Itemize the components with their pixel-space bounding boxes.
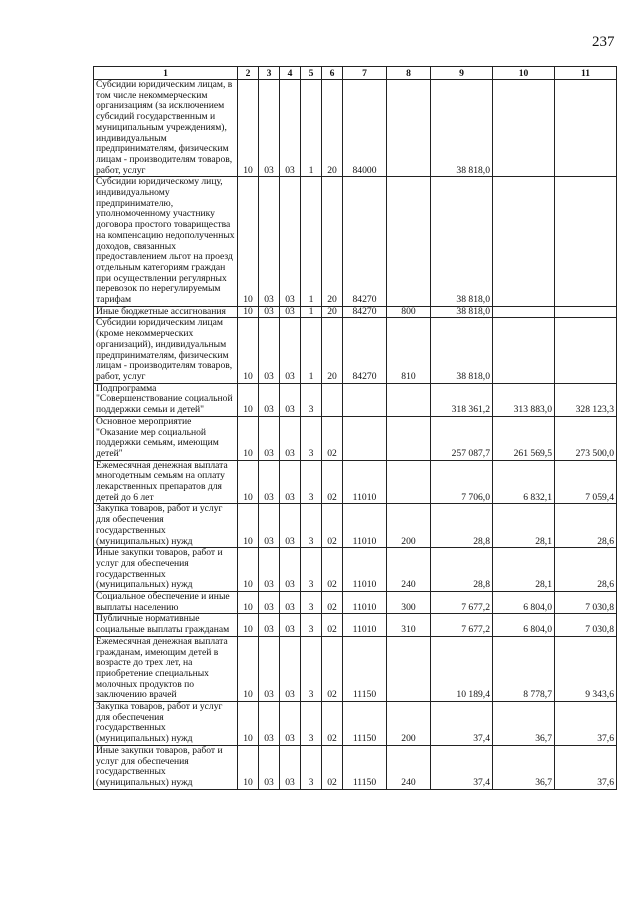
row-name-cell: Ежемесячная денежная выплата гражданам, имеющим детей в возрасте до трех лет, на приобретение специальных молочных продуктов по заключению врачей xyxy=(94,636,238,701)
code-cell: 10 xyxy=(238,306,259,318)
amount-cell: 261 569,5 xyxy=(493,416,555,460)
amount-cell: 38 818,0 xyxy=(431,306,493,318)
header-cell: 10 xyxy=(493,67,555,80)
code-cell: 03 xyxy=(259,592,280,614)
code-cell: 1 xyxy=(301,80,322,177)
amount-cell: 37,6 xyxy=(555,702,617,746)
code-cell: 02 xyxy=(322,745,343,789)
amount-cell: 28,6 xyxy=(555,548,617,592)
code-cell: 02 xyxy=(322,416,343,460)
code-cell: 03 xyxy=(259,548,280,592)
code-cell: 03 xyxy=(280,460,301,504)
code-cell: 3 xyxy=(301,460,322,504)
code-cell xyxy=(387,80,431,177)
code-cell: 3 xyxy=(301,745,322,789)
amount-cell: 28,6 xyxy=(555,504,617,548)
code-cell: 310 xyxy=(387,614,431,636)
amount-cell: 7 059,4 xyxy=(555,460,617,504)
amount-cell xyxy=(493,80,555,177)
code-cell: 03 xyxy=(259,416,280,460)
amount-cell: 38 818,0 xyxy=(431,318,493,383)
code-cell: 02 xyxy=(322,592,343,614)
code-cell: 02 xyxy=(322,504,343,548)
code-cell: 20 xyxy=(322,80,343,177)
amount-cell xyxy=(555,306,617,318)
code-cell: 02 xyxy=(322,460,343,504)
amount-cell: 257 087,7 xyxy=(431,416,493,460)
table-row xyxy=(94,460,617,504)
code-cell xyxy=(387,383,431,416)
amount-cell xyxy=(493,306,555,318)
code-cell: 03 xyxy=(259,504,280,548)
table-row xyxy=(94,745,617,789)
code-cell: 10 xyxy=(238,504,259,548)
row-name-cell: Субсидии юридическому лицу, индивидуальному предпринимателю, уполномоченному участнику договора простого товарищества на компенсацию недополученных доходов, связанных предоставлением льгот на проезд отдельным категориям граждан при осуществлении регулярных перевозок по нерегулируемым тарифам xyxy=(94,177,238,306)
code-cell: 03 xyxy=(259,745,280,789)
table-row xyxy=(94,383,617,416)
amount-cell: 37,4 xyxy=(431,745,493,789)
code-cell: 200 xyxy=(387,504,431,548)
amount-cell: 7 677,2 xyxy=(431,592,493,614)
code-cell: 10 xyxy=(238,614,259,636)
amount-cell xyxy=(555,177,617,306)
table-body xyxy=(94,80,617,790)
code-cell: 10 xyxy=(238,460,259,504)
table-row xyxy=(94,636,617,701)
code-cell: 84270 xyxy=(343,177,387,306)
code-cell: 10 xyxy=(238,383,259,416)
code-cell: 03 xyxy=(259,636,280,701)
code-cell: 11150 xyxy=(343,745,387,789)
amount-cell: 273 500,0 xyxy=(555,416,617,460)
code-cell: 03 xyxy=(280,318,301,383)
header-cell: 8 xyxy=(387,67,431,80)
code-cell xyxy=(387,460,431,504)
code-cell: 02 xyxy=(322,702,343,746)
amount-cell: 28,8 xyxy=(431,548,493,592)
header-cell: 5 xyxy=(301,67,322,80)
amount-cell: 38 818,0 xyxy=(431,177,493,306)
code-cell: 240 xyxy=(387,548,431,592)
code-cell: 03 xyxy=(280,80,301,177)
code-cell: 10 xyxy=(238,702,259,746)
code-cell: 02 xyxy=(322,636,343,701)
code-cell: 03 xyxy=(259,177,280,306)
code-cell: 03 xyxy=(280,702,301,746)
code-cell: 03 xyxy=(280,383,301,416)
code-cell: 03 xyxy=(280,306,301,318)
header-cell: 7 xyxy=(343,67,387,80)
code-cell: 240 xyxy=(387,745,431,789)
code-cell: 10 xyxy=(238,177,259,306)
code-cell: 3 xyxy=(301,383,322,416)
code-cell: 03 xyxy=(280,548,301,592)
code-cell: 3 xyxy=(301,548,322,592)
amount-cell: 6 832,1 xyxy=(493,460,555,504)
code-cell xyxy=(387,177,431,306)
code-cell: 11010 xyxy=(343,592,387,614)
table-row xyxy=(94,548,617,592)
amount-cell: 8 778,7 xyxy=(493,636,555,701)
table-row xyxy=(94,504,617,548)
header-cell: 1 xyxy=(94,67,238,80)
header-cell: 2 xyxy=(238,67,259,80)
amount-cell: 10 189,4 xyxy=(431,636,493,701)
row-name-cell: Закупка товаров, работ и услуг для обеспечения государственных (муниципальных) нужд xyxy=(94,504,238,548)
code-cell: 300 xyxy=(387,592,431,614)
code-cell: 1 xyxy=(301,177,322,306)
code-cell: 11010 xyxy=(343,504,387,548)
code-cell: 03 xyxy=(259,460,280,504)
code-cell: 03 xyxy=(280,636,301,701)
table-row xyxy=(94,318,617,383)
code-cell: 03 xyxy=(259,383,280,416)
row-name-cell: Основное мероприятие "Оказание мер социальной поддержки семьям, имеющим детей" xyxy=(94,416,238,460)
header-cell: 11 xyxy=(555,67,617,80)
code-cell: 3 xyxy=(301,702,322,746)
amount-cell: 7 677,2 xyxy=(431,614,493,636)
table-row xyxy=(94,702,617,746)
row-name-cell: Иные закупки товаров, работ и услуг для обеспечения государственных (муниципальных) нужд xyxy=(94,745,238,789)
amount-cell xyxy=(493,318,555,383)
amount-cell: 37,6 xyxy=(555,745,617,789)
code-cell: 02 xyxy=(322,548,343,592)
code-cell: 03 xyxy=(259,318,280,383)
amount-cell: 7 706,0 xyxy=(431,460,493,504)
code-cell: 11010 xyxy=(343,548,387,592)
code-cell: 03 xyxy=(280,592,301,614)
code-cell: 03 xyxy=(280,177,301,306)
code-cell: 20 xyxy=(322,177,343,306)
code-cell: 200 xyxy=(387,702,431,746)
table-row xyxy=(94,80,617,177)
code-cell: 02 xyxy=(322,614,343,636)
amount-cell: 28,1 xyxy=(493,548,555,592)
code-cell: 810 xyxy=(387,318,431,383)
code-cell: 03 xyxy=(259,306,280,318)
amount-cell: 36,7 xyxy=(493,702,555,746)
table-row xyxy=(94,416,617,460)
amount-cell: 6 804,0 xyxy=(493,592,555,614)
amount-cell: 7 030,8 xyxy=(555,592,617,614)
code-cell: 10 xyxy=(238,80,259,177)
code-cell: 10 xyxy=(238,592,259,614)
amount-cell xyxy=(555,80,617,177)
amount-cell: 6 804,0 xyxy=(493,614,555,636)
code-cell: 20 xyxy=(322,306,343,318)
header-cell: 4 xyxy=(280,67,301,80)
code-cell: 3 xyxy=(301,614,322,636)
code-cell: 03 xyxy=(259,80,280,177)
code-cell: 800 xyxy=(387,306,431,318)
code-cell: 11150 xyxy=(343,702,387,746)
code-cell: 84000 xyxy=(343,80,387,177)
code-cell xyxy=(343,383,387,416)
code-cell: 3 xyxy=(301,504,322,548)
code-cell: 10 xyxy=(238,636,259,701)
amount-cell: 7 030,8 xyxy=(555,614,617,636)
row-name-cell: Подпрограмма "Совершенствование социальной поддержки семьи и детей" xyxy=(94,383,238,416)
header-cell: 6 xyxy=(322,67,343,80)
code-cell: 84270 xyxy=(343,306,387,318)
budget-table xyxy=(93,66,617,790)
amount-cell xyxy=(555,318,617,383)
code-cell: 03 xyxy=(280,504,301,548)
table-row xyxy=(94,592,617,614)
amount-cell: 9 343,6 xyxy=(555,636,617,701)
row-name-cell: Закупка товаров, работ и услуг для обеспечения государственных (муниципальных) нужд xyxy=(94,702,238,746)
code-cell xyxy=(322,383,343,416)
code-cell: 11010 xyxy=(343,460,387,504)
row-name-cell: Субсидии юридическим лицам, в том числе некоммерческим организациям (за исключением субсидий государственным и муниципальным учреждениям), индивидуальным предпринимателям, физическим лицам - производителям товаров, работ, услуг xyxy=(94,80,238,177)
amount-cell: 37,4 xyxy=(431,702,493,746)
row-name-cell: Иные закупки товаров, работ и услуг для обеспечения государственных (муниципальных) нужд xyxy=(94,548,238,592)
code-cell: 10 xyxy=(238,548,259,592)
code-cell: 1 xyxy=(301,318,322,383)
row-name-cell: Ежемесячная денежная выплата многодетным семьям на оплату лекарственных препаратов для детей до 6 лет xyxy=(94,460,238,504)
code-cell: 84270 xyxy=(343,318,387,383)
header-cell: 9 xyxy=(431,67,493,80)
amount-cell: 38 818,0 xyxy=(431,80,493,177)
code-cell: 3 xyxy=(301,592,322,614)
header-cell: 3 xyxy=(259,67,280,80)
code-cell: 20 xyxy=(322,318,343,383)
row-name-cell: Социальное обеспечение и иные выплаты населению xyxy=(94,592,238,614)
table-row xyxy=(94,614,617,636)
amount-cell: 28,8 xyxy=(431,504,493,548)
amount-cell: 318 361,2 xyxy=(431,383,493,416)
code-cell: 3 xyxy=(301,636,322,701)
table-row xyxy=(94,177,617,306)
row-name-cell: Иные бюджетные ассигнования xyxy=(94,306,238,318)
code-cell xyxy=(387,416,431,460)
code-cell: 10 xyxy=(238,416,259,460)
code-cell: 03 xyxy=(259,614,280,636)
code-cell xyxy=(387,636,431,701)
code-cell: 03 xyxy=(280,416,301,460)
code-cell xyxy=(343,416,387,460)
amount-cell xyxy=(493,177,555,306)
code-cell: 11150 xyxy=(343,636,387,701)
code-cell: 11010 xyxy=(343,614,387,636)
code-cell: 10 xyxy=(238,318,259,383)
code-cell: 03 xyxy=(259,702,280,746)
row-name-cell: Субсидии юридическим лицам (кроме некоммерческих организаций), индивидуальным предпринимателям, физическим лицам - производителям товаров, работ, услуг xyxy=(94,318,238,383)
page-number: 237 xyxy=(592,34,615,50)
amount-cell: 36,7 xyxy=(493,745,555,789)
amount-cell: 28,1 xyxy=(493,504,555,548)
code-cell: 3 xyxy=(301,416,322,460)
amount-cell: 328 123,3 xyxy=(555,383,617,416)
amount-cell: 313 883,0 xyxy=(493,383,555,416)
code-cell: 10 xyxy=(238,745,259,789)
code-cell: 03 xyxy=(280,745,301,789)
table-header-row xyxy=(94,67,617,80)
table-row xyxy=(94,306,617,318)
code-cell: 03 xyxy=(280,614,301,636)
code-cell: 1 xyxy=(301,306,322,318)
row-name-cell: Публичные нормативные социальные выплаты гражданам xyxy=(94,614,238,636)
